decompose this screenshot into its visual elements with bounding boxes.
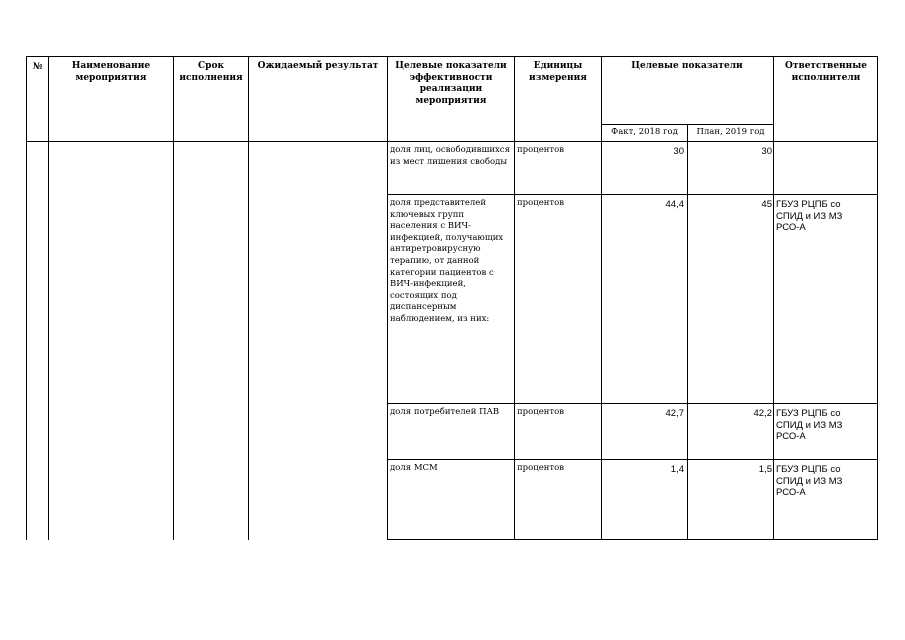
row-3-unit: процентов (517, 407, 564, 417)
row-3-responsible: ГБУЗ РЦПБ со СПИД и ИЗ МЗ РСО-А (776, 408, 843, 442)
row-2-indicator: доля представителей ключевых групп населения с ВИЧ-инфекцией, получающих антиретровирусную терапию, от данной категории пациентов с ВИЧ-инфекцией, состоящих под диспансерным наблюдением, из них: (390, 198, 504, 324)
row-3-plan: 42,2 (753, 408, 772, 419)
header-plan-2019: План, 2019 год (696, 127, 765, 137)
row-4-responsible: ГБУЗ РЦПБ со СПИД и ИЗ МЗ РСО-А (776, 464, 843, 498)
header-bottom-border (26, 141, 878, 142)
row-4-fact: 1,4 (670, 464, 684, 475)
row-divider-2 (387, 403, 878, 404)
row-divider-3 (387, 459, 878, 460)
row-1-plan: 30 (761, 146, 772, 157)
header-event-name: Наименование мероприятия (71, 61, 151, 83)
row-3-fact: 42,7 (665, 408, 684, 419)
header-target-indicators: Целевые показатели эффективности реализации мероприятия (395, 61, 507, 106)
row-2-responsible: ГБУЗ РЦПБ со СПИД и ИЗ МЗ РСО-А (776, 199, 843, 233)
row-divider-1 (387, 194, 878, 195)
col-line-8 (773, 56, 774, 540)
col-line-1 (48, 56, 49, 540)
row-4-indicator: доля МСМ (390, 463, 438, 473)
row-4-plan: 1,5 (758, 464, 772, 475)
table-top-border (26, 56, 878, 57)
col-line-3 (248, 56, 249, 540)
header-responsible: Ответственные исполнители (785, 61, 867, 83)
col-line-7 (687, 124, 688, 540)
col-line-0 (26, 56, 27, 540)
col-line-5 (514, 56, 515, 540)
row-1-indicator: доля лиц, освободившихся из мест лишения свободы (390, 145, 510, 167)
row-2-unit: процентов (517, 198, 564, 208)
header-units: Единицы измерения (529, 61, 587, 83)
header-target-values: Целевые показатели (631, 61, 743, 71)
col-line-2 (173, 56, 174, 540)
row-2-fact: 44,4 (665, 199, 684, 210)
col-line-4 (387, 56, 388, 540)
header-number: № (32, 62, 43, 72)
header-term: Срок исполнения (179, 61, 243, 83)
row-2-plan: 45 (761, 199, 772, 210)
header-fact-2018: Факт, 2018 год (611, 127, 678, 137)
col-line-9 (877, 56, 878, 540)
row-1-unit: процентов (517, 145, 564, 155)
row-3-indicator: доля потребителей ПАВ (390, 407, 500, 417)
table-bottom-border (387, 539, 878, 540)
row-4-unit: процентов (517, 463, 564, 473)
header-expected-result: Ожидаемый результат (257, 61, 379, 71)
row-1-fact: 30 (673, 146, 684, 157)
